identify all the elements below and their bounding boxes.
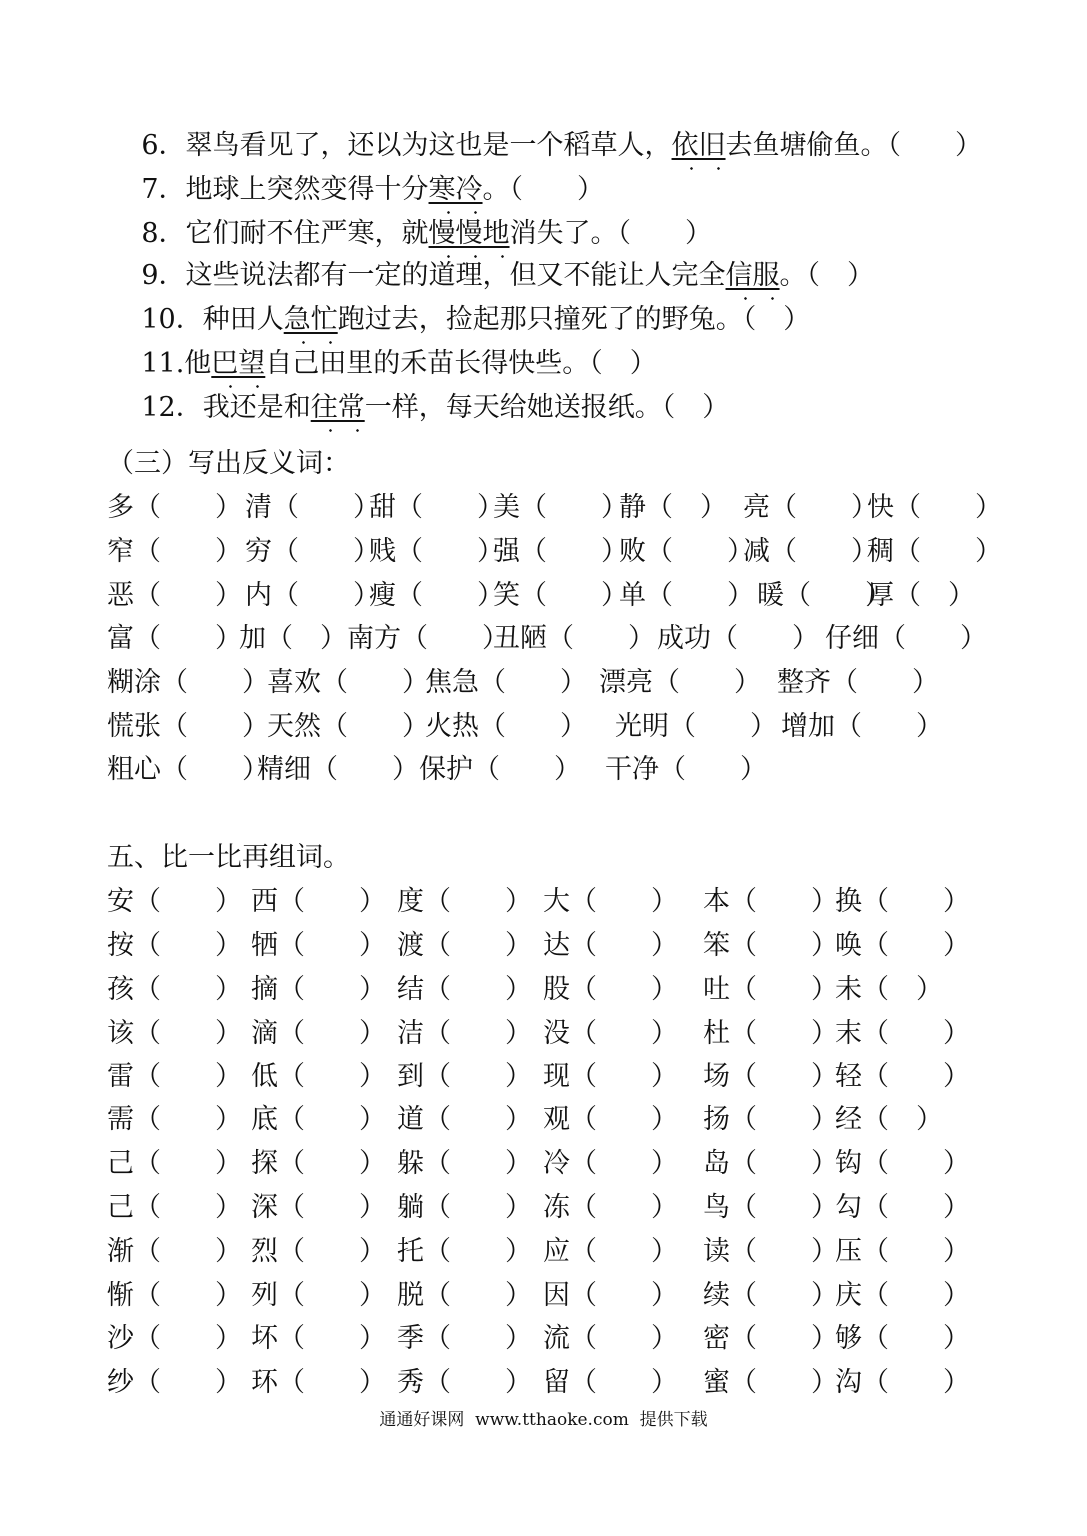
word-blank-item: 美（ ） xyxy=(493,492,628,523)
word-blank-item: 滴（ ） xyxy=(251,1018,386,1049)
underlined-word: 寒冷 xyxy=(428,174,483,205)
word-blank-item: 环（ ） xyxy=(251,1367,386,1398)
word-blank-item: 喜欢（ ） xyxy=(267,667,429,698)
word-row xyxy=(107,1018,987,1050)
word-blank-item: 勾（ ） xyxy=(835,1192,970,1223)
word-blank-item: 窄（ ） xyxy=(107,536,242,567)
word-blank-item: 南方（ ） xyxy=(347,623,509,654)
word-blank-item: 穷（ ） xyxy=(245,536,380,567)
word-blank-item: 厚（ ） xyxy=(867,580,975,611)
word-row xyxy=(107,1104,987,1136)
word-blank-item: 蜜（ ） xyxy=(703,1367,838,1398)
word-row xyxy=(107,536,1002,568)
sentence-text: 。（ ） xyxy=(482,174,605,205)
word-blank-item: 深（ ） xyxy=(251,1192,386,1223)
sentence-number: 11. xyxy=(141,348,185,379)
word-blank-item: 底（ ） xyxy=(251,1104,386,1135)
word-blank-item: 加（ ） xyxy=(239,623,347,654)
word-blank-item: 续（ ） xyxy=(703,1280,838,1311)
word-blank-item: 应（ ） xyxy=(543,1236,678,1267)
word-row xyxy=(107,1148,987,1180)
sentence-text: 消失了。（ ） xyxy=(509,218,713,249)
word-blank-item: 换（ ） xyxy=(835,886,970,917)
word-blank-item: 渡（ ） xyxy=(397,930,532,961)
antonyms-heading: （三）写出反义词： xyxy=(107,448,350,479)
word-blank-item: 结（ ） xyxy=(397,974,532,1005)
word-row xyxy=(107,492,1002,524)
sentence-number: 8． xyxy=(141,218,186,249)
sentence-text: 跑过去，捡起那只撞死了的野兔。（ ） xyxy=(337,304,811,335)
word-blank-item: 观（ ） xyxy=(543,1104,678,1135)
sentence-text: 地球上突然变得十分 xyxy=(185,174,429,205)
sentence-number: 10． xyxy=(141,304,203,335)
underlined-word: 慢慢地 xyxy=(428,218,510,249)
underlined-word: 往常 xyxy=(310,392,365,423)
word-blank-item: 糊涂（ ） xyxy=(107,667,269,698)
word-blank-item: 大（ ） xyxy=(543,886,678,917)
word-blank-item: 富（ ） xyxy=(107,623,242,654)
word-blank-item: 己（ ） xyxy=(107,1192,242,1223)
word-blank-item: 惭（ ） xyxy=(107,1280,242,1311)
word-blank-item: 末（ ） xyxy=(835,1018,970,1049)
word-blank-item: 度（ ） xyxy=(397,886,532,917)
word-blank-item: 多（ ） xyxy=(107,492,242,523)
word-blank-item: 躲（ ） xyxy=(397,1148,532,1179)
word-blank-item: 没（ ） xyxy=(543,1018,678,1049)
word-blank-item: 经（ ） xyxy=(835,1104,943,1135)
word-blank-item: 烈（ ） xyxy=(251,1236,386,1267)
word-blank-item: 现（ ） xyxy=(543,1061,678,1092)
word-blank-item: 岛（ ） xyxy=(703,1148,838,1179)
word-blank-item: 本（ ） xyxy=(703,886,838,917)
word-blank-item: 扬（ ） xyxy=(703,1104,838,1135)
word-blank-item: 股（ ） xyxy=(543,974,678,1005)
word-blank-item: 贱（ ） xyxy=(369,536,504,567)
word-blank-item: 列（ ） xyxy=(251,1280,386,1311)
word-blank-item: 焦急（ ） xyxy=(425,667,587,698)
word-row xyxy=(107,974,987,1006)
word-row xyxy=(107,1280,987,1312)
word-blank-item: 季（ ） xyxy=(397,1323,532,1354)
word-row xyxy=(107,1192,987,1224)
word-blank-item: 到（ ） xyxy=(397,1061,532,1092)
word-blank-item: 未（ ） xyxy=(835,974,943,1005)
word-row xyxy=(107,1061,987,1093)
word-blank-item: 己（ ） xyxy=(107,1148,242,1179)
word-row xyxy=(107,1323,987,1355)
sentence-text: 一样，每天给她送报纸。（ ） xyxy=(364,392,730,423)
word-blank-item: 保护（ ） xyxy=(419,754,581,785)
word-blank-item: 暖（ ） xyxy=(757,580,892,611)
underlined-word: 巴望 xyxy=(211,348,266,379)
word-blank-item: 按（ ） xyxy=(107,930,242,961)
word-blank-item: 稠（ ） xyxy=(867,536,1002,567)
word-blank-item: 甜（ ） xyxy=(369,492,504,523)
word-blank-item: 需（ ） xyxy=(107,1104,242,1135)
sentence-text: 自己田里的禾苗长得快些。（ ） xyxy=(265,348,657,379)
word-blank-item: 干净（ ） xyxy=(605,754,767,785)
word-blank-item: 雷（ ） xyxy=(107,1061,242,1092)
word-blank-item: 脱（ ） xyxy=(397,1280,532,1311)
word-blank-item: 沟（ ） xyxy=(835,1367,970,1398)
word-blank-item: 漂亮（ ） xyxy=(599,667,761,698)
word-blank-item: 密（ ） xyxy=(703,1323,838,1354)
word-blank-item: 冷（ ） xyxy=(543,1148,678,1179)
sentence-text: 种田人 xyxy=(202,304,284,335)
word-blank-item: 唤（ ） xyxy=(835,930,970,961)
word-blank-item: 读（ ） xyxy=(703,1236,838,1267)
word-blank-item: 渐（ ） xyxy=(107,1236,242,1267)
word-blank-item: 粗心（ ） xyxy=(107,754,269,785)
word-blank-item: 秀（ ） xyxy=(397,1367,532,1398)
word-blank-item: 低（ ） xyxy=(251,1061,386,1092)
word-blank-item: 鸟（ ） xyxy=(703,1192,838,1223)
sentence-number: 6． xyxy=(141,130,186,161)
word-blank-item: 躺（ ） xyxy=(397,1192,532,1223)
sentence-text: 这些说法都有一定的道理，但又不能让人完全 xyxy=(185,260,726,291)
word-blank-item: 静（ ） xyxy=(619,492,727,523)
word-row xyxy=(107,1236,987,1268)
word-row xyxy=(107,667,987,699)
underlined-word: 急忙 xyxy=(283,304,338,335)
word-row xyxy=(107,754,987,786)
footer-source: 通通好课网 www.tthaoke.com 提供下载 xyxy=(379,1410,708,1430)
word-blank-item: 光明（ ） xyxy=(615,711,777,742)
word-row xyxy=(107,580,987,612)
underlined-word: 信服 xyxy=(725,260,780,291)
word-row xyxy=(107,623,987,655)
word-blank-item: 安（ ） xyxy=(107,886,242,917)
word-blank-item: 恶（ ） xyxy=(107,580,242,611)
sentence-text: 。（ ） xyxy=(779,260,875,291)
word-blank-item: 成功（ ） xyxy=(657,623,819,654)
sentence-text: 他 xyxy=(184,348,212,379)
word-row xyxy=(107,1367,987,1399)
word-blank-item: 慌张（ ） xyxy=(107,711,269,742)
sentence-number: 9． xyxy=(141,260,186,291)
word-blank-item: 孩（ ） xyxy=(107,974,242,1005)
compare-heading: 五、比一比再组词。 xyxy=(107,842,350,873)
word-blank-item: 减（ ） xyxy=(743,536,878,567)
word-blank-item: 冻（ ） xyxy=(543,1192,678,1223)
sentence-text: 它们耐不住严寒，就 xyxy=(185,218,429,249)
word-row xyxy=(107,886,987,918)
word-blank-item: 单（ ） xyxy=(619,580,754,611)
word-blank-item: 庆（ ） xyxy=(835,1280,970,1311)
sentence-text: 翠鸟看见了，还以为这也是一个稻草人， xyxy=(185,130,672,161)
word-blank-item: 清（ ） xyxy=(245,492,380,523)
word-row xyxy=(107,930,987,962)
word-blank-item: 坏（ ） xyxy=(251,1323,386,1354)
word-blank-item: 留（ ） xyxy=(543,1367,678,1398)
word-blank-item: 纱（ ） xyxy=(107,1367,242,1398)
word-blank-item: 托（ ） xyxy=(397,1236,532,1267)
sentence-number: 12． xyxy=(141,392,203,423)
sentence-number: 7． xyxy=(141,174,186,205)
word-blank-item: 内（ ） xyxy=(245,580,380,611)
word-row xyxy=(107,711,987,743)
word-blank-item: 流（ ） xyxy=(543,1323,678,1354)
word-blank-item: 笑（ ） xyxy=(493,580,628,611)
sentence-text: 我还是和 xyxy=(202,392,311,423)
word-blank-item: 场（ ） xyxy=(703,1061,838,1092)
word-blank-item: 该（ ） xyxy=(107,1018,242,1049)
word-blank-item: 整齐（ ） xyxy=(777,667,939,698)
word-blank-item: 强（ ） xyxy=(493,536,628,567)
word-blank-item: 笨（ ） xyxy=(703,930,838,961)
word-blank-item: 精细（ ） xyxy=(257,754,419,785)
word-blank-item: 洁（ ） xyxy=(397,1018,532,1049)
word-blank-item: 因（ ） xyxy=(543,1280,678,1311)
word-blank-item: 快（ ） xyxy=(867,492,1002,523)
sentence-text: 去鱼塘偷鱼。（ ） xyxy=(725,130,983,161)
word-blank-item: 西（ ） xyxy=(251,886,386,917)
word-blank-item: 探（ ） xyxy=(251,1148,386,1179)
word-blank-item: 牺（ ） xyxy=(251,930,386,961)
word-blank-item: 道（ ） xyxy=(397,1104,532,1135)
sentence-item xyxy=(107,360,729,456)
word-blank-item: 沙（ ） xyxy=(107,1323,242,1354)
underlined-word: 依旧 xyxy=(671,130,726,161)
word-blank-item: 败（ ） xyxy=(619,536,754,567)
word-blank-item: 吐（ ） xyxy=(703,974,838,1005)
word-blank-item: 钩（ ） xyxy=(835,1148,970,1179)
word-blank-item: 丑陋（ ） xyxy=(493,623,655,654)
word-blank-item: 天然（ ） xyxy=(267,711,429,742)
word-blank-item: 亮（ ） xyxy=(743,492,878,523)
word-blank-item: 增加（ ） xyxy=(781,711,943,742)
word-blank-item: 摘（ ） xyxy=(251,974,386,1005)
word-blank-item: 杜（ ） xyxy=(703,1018,838,1049)
word-blank-item: 达（ ） xyxy=(543,930,678,961)
word-blank-item: 仔细（ ） xyxy=(825,623,987,654)
word-blank-item: 瘦（ ） xyxy=(369,580,504,611)
word-blank-item: 轻（ ） xyxy=(835,1061,970,1092)
word-blank-item: 够（ ） xyxy=(835,1323,970,1354)
word-blank-item: 火热（ ） xyxy=(425,711,587,742)
word-blank-item: 压（ ） xyxy=(835,1236,970,1267)
